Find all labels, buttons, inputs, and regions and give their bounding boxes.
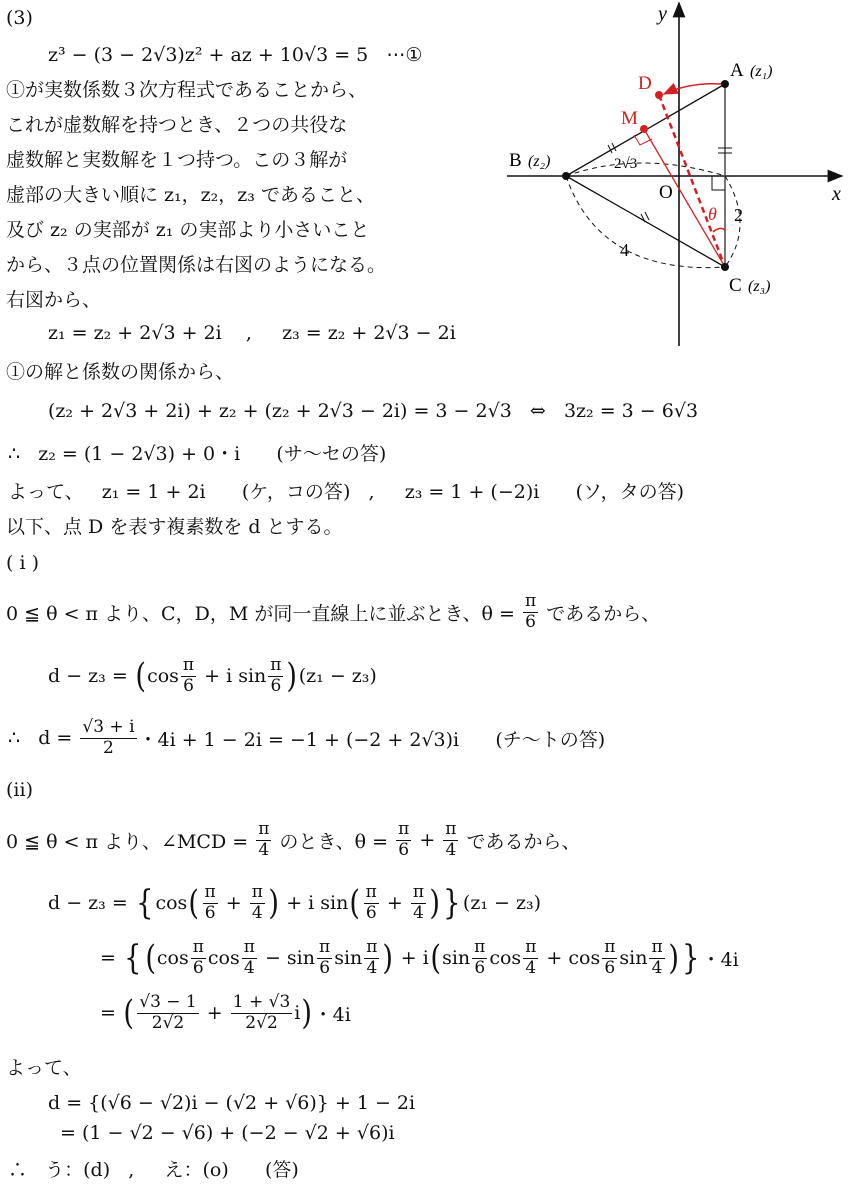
text-line	[48, 1089, 415, 1117]
text-segment: − sin	[258, 947, 316, 969]
fraction-denominator: 6	[525, 611, 536, 632]
fraction-numerator: π	[412, 881, 425, 902]
text-segment: ①の解と係数の関係から、	[6, 360, 235, 383]
text-segment: +	[380, 892, 409, 914]
text-segment: cos	[489, 947, 522, 969]
point-m-label: M	[621, 108, 638, 129]
fraction-denominator: 2√2	[245, 1012, 278, 1033]
text-segment: {	[124, 938, 142, 978]
fraction	[256, 820, 271, 860]
fraction	[602, 938, 617, 978]
fraction	[396, 820, 411, 860]
fraction-denominator: 6	[604, 957, 616, 978]
fraction-denominator: 2	[103, 737, 114, 758]
fraction	[523, 938, 538, 978]
length-2sqrt3-label: 2√3	[614, 156, 638, 172]
length-2-label: 2	[734, 205, 743, 225]
fraction-denominator: 6	[204, 902, 216, 923]
text-line	[48, 319, 456, 347]
fraction-denominator: 2√2	[151, 1012, 185, 1033]
text-segment: + cos	[540, 947, 601, 969]
text-line	[60, 1119, 395, 1147]
fraction-numerator: 1 + √3	[232, 991, 291, 1012]
point-b-sub: (z₂)	[528, 153, 551, 170]
text-segment: cos	[156, 947, 189, 969]
text-segment: + i	[394, 947, 429, 969]
fraction-denominator: 4	[525, 957, 537, 978]
text-segment: (	[135, 656, 146, 696]
right-angle-mark	[712, 176, 725, 190]
text-line	[8, 476, 684, 504]
text-segment: }	[682, 938, 700, 978]
point-a-dot	[721, 80, 729, 88]
text-line	[48, 654, 377, 696]
text-line	[6, 818, 581, 860]
text-segment: であるから、	[540, 602, 661, 625]
text-segment: であるから、	[460, 830, 581, 853]
text-segment: cos	[155, 892, 188, 914]
text-segment: (z₂ + 2√3 + 2i) + z₂ + (z₂ + 2√3 − 2i) = 3 − 2√3 ⇔ 3z₂ = 3 − 6√3	[48, 400, 699, 422]
fraction	[411, 883, 426, 923]
fraction	[80, 718, 136, 758]
fraction	[472, 938, 487, 978]
text-segment: 0 ≦ θ < π より、∠MCD =	[6, 830, 255, 853]
text-line	[6, 511, 343, 539]
point-a-sub: (z₁)	[750, 63, 773, 80]
fraction-denominator: 4	[258, 839, 270, 860]
point-d-dot	[655, 91, 663, 99]
text-line	[6, 356, 234, 384]
text-line	[6, 144, 347, 172]
fraction-numerator: π	[182, 654, 195, 675]
fraction	[364, 883, 379, 923]
theta-label: θ	[708, 204, 717, 224]
text-segment: ①が実数係数３次方程式であることから、	[6, 78, 368, 101]
text-segment: )	[286, 656, 298, 696]
fraction	[250, 883, 265, 923]
fraction-numerator: π	[258, 818, 270, 839]
fraction-denominator: 6	[183, 675, 194, 696]
length-4-label: 4	[620, 240, 629, 260]
text-segment: cos	[207, 947, 240, 969]
fraction-numerator: π	[525, 590, 537, 611]
text-segment: +	[413, 829, 442, 851]
text-line	[100, 991, 351, 1033]
point-c-dot	[721, 263, 729, 271]
fraction	[523, 592, 538, 632]
text-segment: (z₁ − z₃)	[462, 892, 541, 914]
fraction	[137, 993, 199, 1033]
fraction	[268, 656, 283, 696]
text-segment: )	[429, 883, 440, 923]
fraction-denominator: 4	[251, 902, 263, 923]
fraction-denominator: 4	[651, 957, 663, 978]
text-segment: 虚数解と実数解を１つ持つ。この３解が	[6, 148, 348, 171]
rotation-arrow	[664, 84, 722, 94]
fraction-numerator: π	[192, 936, 204, 957]
fraction	[203, 883, 218, 923]
text-segment: d − z₃ =	[48, 665, 134, 687]
fraction	[242, 938, 257, 978]
fraction-numerator: π	[474, 936, 486, 957]
text-segment: (ii)	[6, 779, 33, 801]
text-line	[8, 1154, 299, 1182]
fraction-numerator: π	[243, 936, 255, 957]
fraction-numerator: π	[204, 881, 216, 902]
text-segment: 右図から、	[6, 288, 102, 311]
fraction-denominator: 4	[445, 839, 457, 860]
text-segment: sin	[619, 947, 648, 969]
text-segment: ( i )	[6, 552, 39, 574]
text-segment: 以下、点 D を表す複素数を d とする。	[6, 515, 343, 538]
text-segment: (	[430, 938, 441, 978]
fraction	[231, 993, 293, 1033]
segment-cm	[644, 129, 725, 267]
text-line	[8, 716, 606, 758]
text-line	[6, 549, 39, 577]
text-line	[48, 397, 698, 425]
fraction-denominator: 4	[243, 957, 255, 978]
x-axis-label: x	[832, 183, 841, 205]
text-segment: (	[188, 883, 200, 923]
point-m-dot	[640, 125, 648, 133]
text-line	[6, 214, 369, 242]
text-segment: )	[268, 883, 279, 923]
point-c-sub: (z₃)	[748, 278, 771, 295]
fraction-denominator: 6	[474, 957, 486, 978]
text-segment: よって、 z₁ = 1 + 2i (ケ，コの答) , z₃ = 1 + (−2)i (ソ，タの答)	[8, 480, 685, 503]
fraction-numerator: √3 − 1	[139, 991, 197, 1012]
text-line	[48, 881, 541, 923]
text-segment: {	[135, 883, 154, 923]
text-line	[6, 590, 661, 632]
fraction-numerator: π	[398, 818, 410, 839]
fraction	[317, 938, 332, 978]
y-axis-label: y	[658, 3, 667, 25]
fraction-denominator: 4	[366, 957, 378, 978]
text-segment: }	[443, 883, 461, 923]
fraction-denominator: 6	[365, 902, 377, 923]
fraction	[649, 938, 664, 978]
text-segment: d = {(√6 − √2)i − (√2 + √6)} + 1 − 2i	[48, 1092, 416, 1114]
text-segment: (3)	[6, 7, 33, 29]
text-segment: sin	[442, 947, 471, 969]
text-segment: これが虚数解を持つとき、２つの共役な	[6, 113, 348, 136]
text-segment: 0 ≦ θ < π より、C，D，M が同一直線上に並ぶとき、θ =	[6, 602, 521, 625]
text-segment: )	[382, 938, 394, 978]
text-segment: )	[667, 938, 679, 978]
fraction-denominator: 6	[319, 957, 331, 978]
fraction-numerator: π	[604, 936, 616, 957]
fraction-numerator: π	[319, 936, 331, 957]
fraction-numerator: π	[651, 936, 663, 957]
text-line	[100, 936, 739, 978]
text-segment: よって、	[6, 1056, 82, 1079]
text-segment: =	[100, 1002, 122, 1024]
text-line	[6, 179, 375, 207]
text-line	[6, 74, 367, 102]
point-c-label: C	[729, 275, 742, 296]
fraction-numerator: π	[525, 936, 537, 957]
text-segment: z³ − (3 − 2√3)z² + az + 10√3 = 5 ⋯①	[48, 44, 423, 66]
text-segment: 及び z₂ の実部が z₁ の実部より小さいこと	[6, 218, 370, 241]
text-segment: ・4i	[313, 1003, 351, 1026]
text-line	[6, 776, 33, 804]
fraction-numerator: π	[365, 881, 377, 902]
text-segment: ∴ う：(d) , え：(o) (答)	[8, 1158, 299, 1181]
text-segment: (	[349, 883, 361, 923]
text-segment: 虚部の大きい順に z₁，z₂，z₃ であること、	[6, 183, 375, 206]
text-segment: sin	[334, 947, 363, 969]
text-segment: + i sin	[280, 892, 349, 914]
text-segment: i	[294, 1002, 301, 1024]
text-line	[6, 249, 386, 277]
text-line	[6, 4, 33, 32]
point-b-label: B	[509, 150, 522, 171]
fraction	[181, 656, 196, 696]
fraction-numerator: π	[251, 881, 263, 902]
text-segment: (	[123, 993, 134, 1033]
fraction-denominator: 6	[270, 675, 282, 696]
text-segment: ・4i	[701, 948, 739, 971]
segment-cd	[659, 95, 725, 267]
text-line	[48, 41, 422, 69]
right-angle-mark-m	[634, 135, 652, 145]
text-segment: cos	[147, 665, 179, 687]
text-line	[6, 109, 347, 137]
text-segment: のとき、θ =	[273, 830, 395, 853]
text-segment: d − z₃ =	[48, 892, 134, 914]
text-segment: +	[200, 1002, 229, 1024]
arc-2sqrt3	[566, 163, 725, 176]
text-line	[8, 438, 386, 466]
angle-arc	[713, 228, 725, 232]
text-line	[6, 1052, 82, 1080]
text-segment: ∴ z₂ = (1 − 2√3) + 0・i (サ～セの答)	[8, 442, 387, 465]
text-segment: (	[144, 938, 156, 978]
point-a-label: A	[730, 60, 744, 81]
text-segment: z₁ = z₂ + 2√3 + 2i , z₃ = z₂ + 2√3 − 2i	[48, 322, 456, 344]
text-segment: )	[301, 993, 313, 1033]
point-b-dot	[562, 172, 570, 180]
text-segment: = (1 − √2 − √6) + (−2 − √2 + √6)i	[60, 1122, 395, 1144]
segment-bc	[566, 176, 725, 267]
origin-label: O	[659, 182, 673, 203]
text-segment: ・4i + 1 − 2i = −1 + (−2 + 2√3)i (チ～トの答)	[138, 728, 606, 751]
fraction	[364, 938, 379, 978]
text-segment: (z₁ − z₃)	[298, 665, 377, 687]
text-segment: +	[219, 892, 248, 914]
fraction-denominator: 6	[398, 839, 410, 860]
text-segment: =	[100, 947, 122, 969]
fraction	[191, 938, 206, 978]
fraction-numerator: π	[270, 654, 282, 675]
fraction-numerator: √3 + i	[82, 716, 135, 737]
text-line	[6, 284, 101, 312]
text-segment: から、３点の位置関係は右図のようになる。	[6, 253, 387, 276]
fraction-numerator: π	[366, 936, 378, 957]
fraction-denominator: 6	[192, 957, 204, 978]
fraction-numerator: π	[445, 818, 457, 839]
fraction	[443, 820, 458, 860]
point-d-label: D	[638, 73, 652, 94]
text-segment: + i sin	[198, 665, 267, 687]
fraction-denominator: 4	[413, 902, 424, 923]
text-segment: ∴ d =	[8, 727, 79, 749]
